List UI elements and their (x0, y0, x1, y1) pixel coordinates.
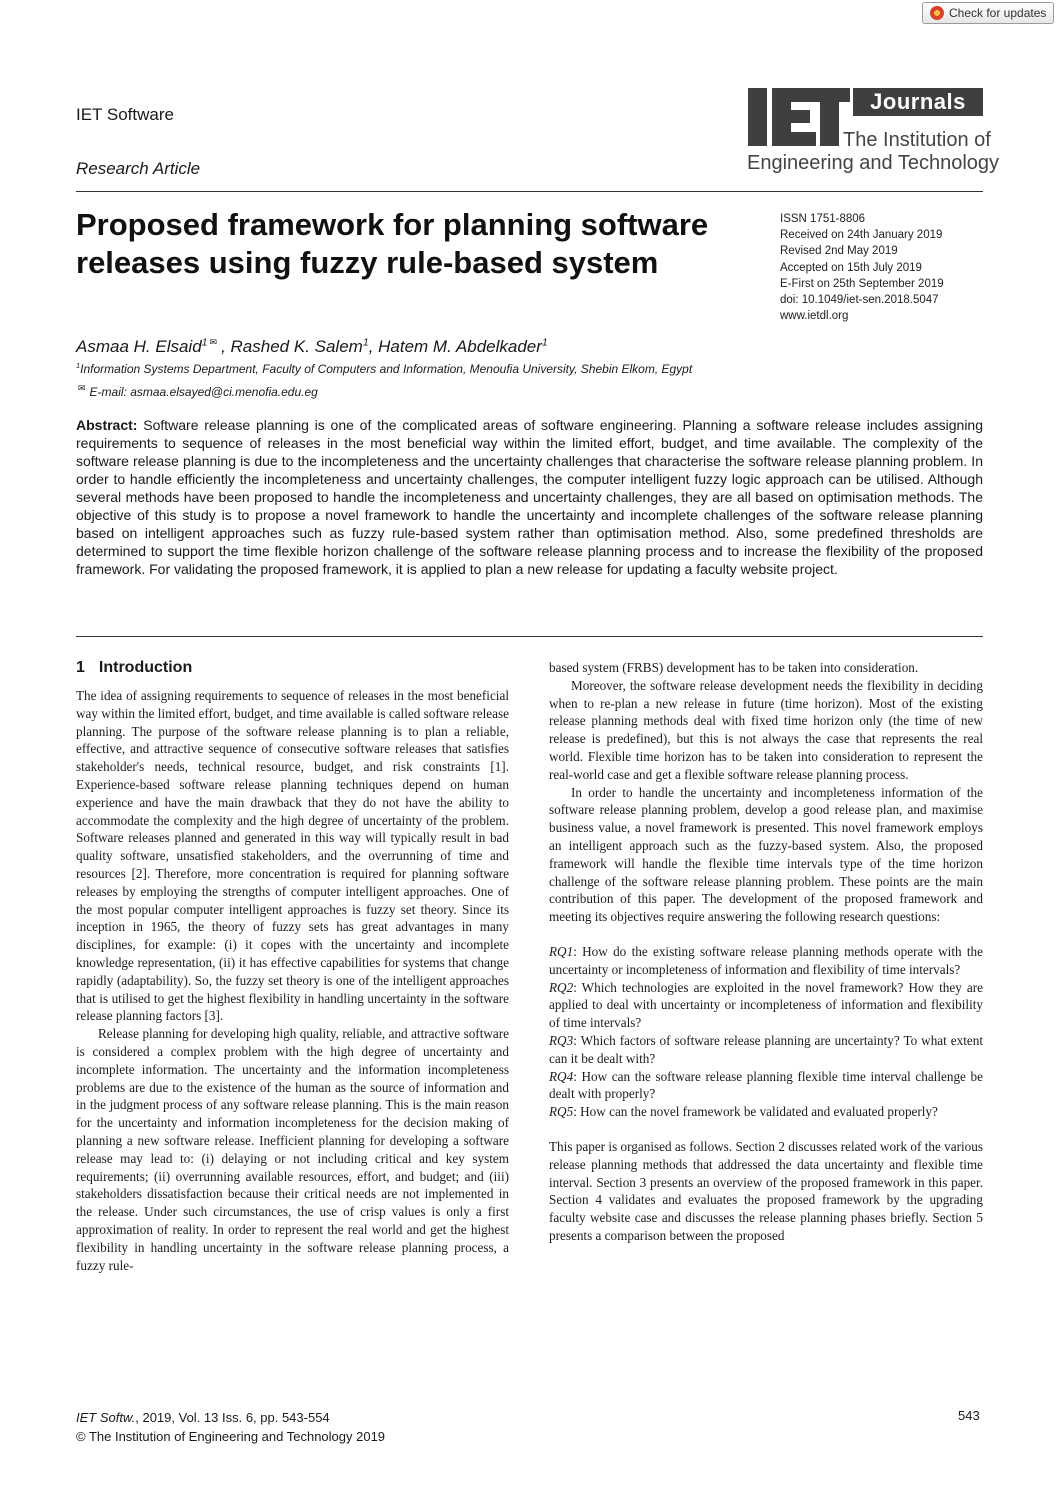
research-question (549, 943, 983, 979)
contact-email (76, 383, 318, 399)
meta-issn: ISSN 1751-8806 (780, 213, 866, 225)
abstract (76, 416, 983, 578)
envelope-icon: ✉ (209, 337, 218, 348)
body-paragraph: In order to handle the uncertainty and incompleteness information of the software release planning problem, develop a good release plan, and maximise business value, a novel framework is presented. This novel framework employs an intelligent approach such as the fuzzy-based system. Also, the proposed framework will handle the flexible time intervals type of the time horizon challenge of the software release planning problem. These points are the main contribution of this paper. The development of the proposed framework and meeting its objectives require answering the following research questions: (549, 784, 983, 925)
page-number: 543 (958, 1408, 980, 1423)
meta-website[interactable]: www.ietdl.org (780, 310, 849, 323)
section-heading (76, 659, 192, 677)
section-number: 1 (76, 659, 85, 676)
check-updates-icon (930, 6, 944, 20)
rq-text: : Which technologies are exploited in the novel framework? How they are applied to deal with uncertainty or incompleteness of information and flexibility of time intervals? (549, 979, 983, 1031)
rq-label: RQ4 (549, 1068, 574, 1084)
rq-text: : How can the novel framework be validated and evaluated properly? (573, 1104, 938, 1120)
body-paragraph: Release planning for developing high quality, reliable, and attractive software is considered a complex problem with the high degree of uncertainty and incomplete information. The uncertainty and the information incompleteness problems are due to the existence of the human as the source of information and in the judgment process of any software release planning. This is the main reason for the uncertainty and information incompleteness for the decision making of planning a new software release. Inefficient planning for developing a software release may lead to: (i) delaying or not including critical and key system requirements; (ii) overrunning available resources, effort, and budget; and (iii) stakeholders dissatisfaction because their critical needs are not implemented in the release. Under such circumstances, the use of crisp values is only a first approximation of reality. In order to represent the real world and get the highest flexibility in handling uncertainty in the software release planning process, a fuzzy rule- (76, 1026, 509, 1273)
header-divider (76, 191, 983, 192)
author-affiliation-mark: 1 (362, 336, 369, 349)
envelope-icon: ✉ (78, 383, 86, 393)
body-column-right (549, 659, 983, 1245)
abstract-text: Software release planning is one of the complicated areas of software engineering. Planning a software release includes assigning requirements to sequence of releases in the most beneficial way within the limited effort, budget, and time available. The complexity of the software release planning is due to the incompleteness and the uncertainty challenges that characterise the software release planning problem. In order to handle efficiently the incompleteness and uncertainty challenges, the computer intelligent fuzzy logic approach can be utilised. Although several methods have been proposed to handle the incompleteness and uncertainty challenges, they are all based on optimisation methods. The objective of this study is to propose a novel framework to handle the uncertainty and incomplete challenges of the software release planning based on intelligent approaches such as fuzzy rule-based system rather than optimisation method. Also, some predefined thresholds are determined to support the time flexible horizon challenge of the software release planning process and to increase the flexibility of the proposed framework. For validating the proposed framework, it is applied to plan a new release for updating a faculty website project. (76, 417, 984, 577)
journal-abbrev: IET Softw. (76, 1410, 136, 1425)
research-question (549, 1032, 983, 1068)
affiliation-mark: 1 (76, 361, 81, 370)
footer-citation (76, 1408, 385, 1427)
author-affiliation-mark: 1 (201, 336, 208, 349)
check-for-updates-label: Check for updates (949, 6, 1047, 20)
section-title: Introduction (98, 659, 193, 676)
page-footer (76, 1408, 385, 1446)
meta-revised: Revised 2nd May 2019 (780, 245, 898, 258)
email-text[interactable]: E-mail: asmaa.elsayed@ci.menofia.edu.eg (89, 385, 318, 399)
meta-received: Received on 24th January 2019 (780, 229, 943, 242)
paper-title: Proposed framework for planning software releases using fuzzy rule-based system (76, 207, 709, 280)
rq-label: RQ3 (549, 1032, 574, 1048)
author-name: Hatem M. Abdelkader (378, 337, 542, 356)
check-for-updates-button[interactable] (922, 2, 1054, 24)
body-paragraph: based system (FRBS) development has to be taken into consideration. (549, 660, 919, 675)
author-name: Rashed K. Salem (230, 337, 363, 356)
rq-text: : How can the software release planning flexible time interval challenge be dealt with properly? (549, 1068, 983, 1102)
meta-accepted: Accepted on 15th July 2019 (780, 261, 922, 274)
rq-label: RQ5 (549, 1104, 574, 1120)
body-paragraph: The idea of assigning requirements to sequence of releases in the most beneficial way within the limited effort, budget, and time available is called software release planning. The purpose of the software release planning is to plan a reliable, effective, and attractive sequence of consecutive software releases that satisfies stakeholder's needs, technical resource, budget, and risk constraints [1]. Experience-based software release planning techniques depend on human experience and have the main drawback that they do not have the ability to accommodate the complexity and the high degree of uncertainty of the problem. Software releases planned and generated in this way will typically result in bad quality software, unsatisfied stakeholders, and the overrunning of time and resources [2]. Therefore, more concentration is required for planning software releases by employing the strengths of computer intelligent approaches. One of the most popular computer intelligent approaches is fuzzy set theory. Since its inception in 1965, the theory of fuzzy sets has great advantages in many disciplines, for example: (i) it copes with the uncertainty and incomplete knowledge representation, (ii) it has effective capabilities for systems that change rapidly (adaptability). So, the fuzzy set theory is one of the intelligent approaches that is utilised to get the highest flexibility in handling uncertainty in the software release planning factors [3]. (76, 688, 509, 1024)
affiliation (76, 362, 692, 376)
author-name: Asmaa H. Elsaid (76, 337, 202, 356)
rq-label: RQ1 (549, 943, 574, 959)
logo-tagline-1: The Institution of (843, 129, 991, 151)
logo-tagline-2: Engineering and Technology (747, 152, 1000, 174)
abstract-divider (76, 636, 983, 637)
citation-details: , 2019, Vol. 13 Iss. 6, pp. 543-554 (135, 1410, 330, 1425)
meta-doi[interactable]: doi: 10.1049/iet-sen.2018.5047 (780, 294, 939, 307)
body-paragraph: Moreover, the software release development needs the flexibility in deciding when to re-plan a new release in future (time horizon). Most of the existing release planning methods deal with fixed time horizon only (the time of new release is predefined), but this is not always the case that represents the real world. Flexible time horizon has to be taken into consideration to represent the real-world case and get a flexible software release planning process. (549, 677, 983, 782)
research-question (549, 1103, 983, 1121)
rq-text: : How do the existing software release planning methods operate with the uncertainty or incompleteness of information and flexibility of time intervals? (549, 943, 983, 977)
rq-text: : Which factors of software release planning are uncertainty? To what extent can it be dealt with? (549, 1032, 983, 1066)
abstract-label: Abstract: (76, 417, 138, 433)
author-affiliation-mark: 1 (541, 336, 548, 349)
rq-label: RQ2 (549, 979, 574, 995)
body-column-left (76, 687, 509, 1274)
journal-name: IET Software (76, 105, 174, 124)
body-paragraph: This paper is organised as follows. Section 2 discusses related work of the various release planning methods that addressed the data uncertainty and flexible time interval. Section 3 presents an overview of the proposed framework in this paper. Section 4 validates and evaluates the proposed framework by the upgrading faculty website case and discusses the release planning phases briefly. Section 5 presents a comparison between the proposed (549, 1138, 983, 1243)
meta-efirst: E-First on 25th September 2019 (780, 277, 944, 290)
author-list: Asmaa H. Elsaid$^1$ ✉ , Rashed K. Salem$^1$, Hatem M. Abdelkader$^1$ (76, 336, 548, 356)
affiliation-text: Information Systems Department, Faculty of Computers and Information, Menoufia University, Shebin Elkom, Egypt (80, 362, 693, 376)
research-question (549, 1068, 983, 1104)
logo-journals-label: Journals (853, 88, 983, 116)
footer-copyright: © The Institution of Engineering and Technology 2019 (76, 1429, 386, 1444)
article-metadata (780, 211, 944, 324)
article-type: Research Article (76, 159, 201, 178)
research-question (549, 979, 983, 1032)
